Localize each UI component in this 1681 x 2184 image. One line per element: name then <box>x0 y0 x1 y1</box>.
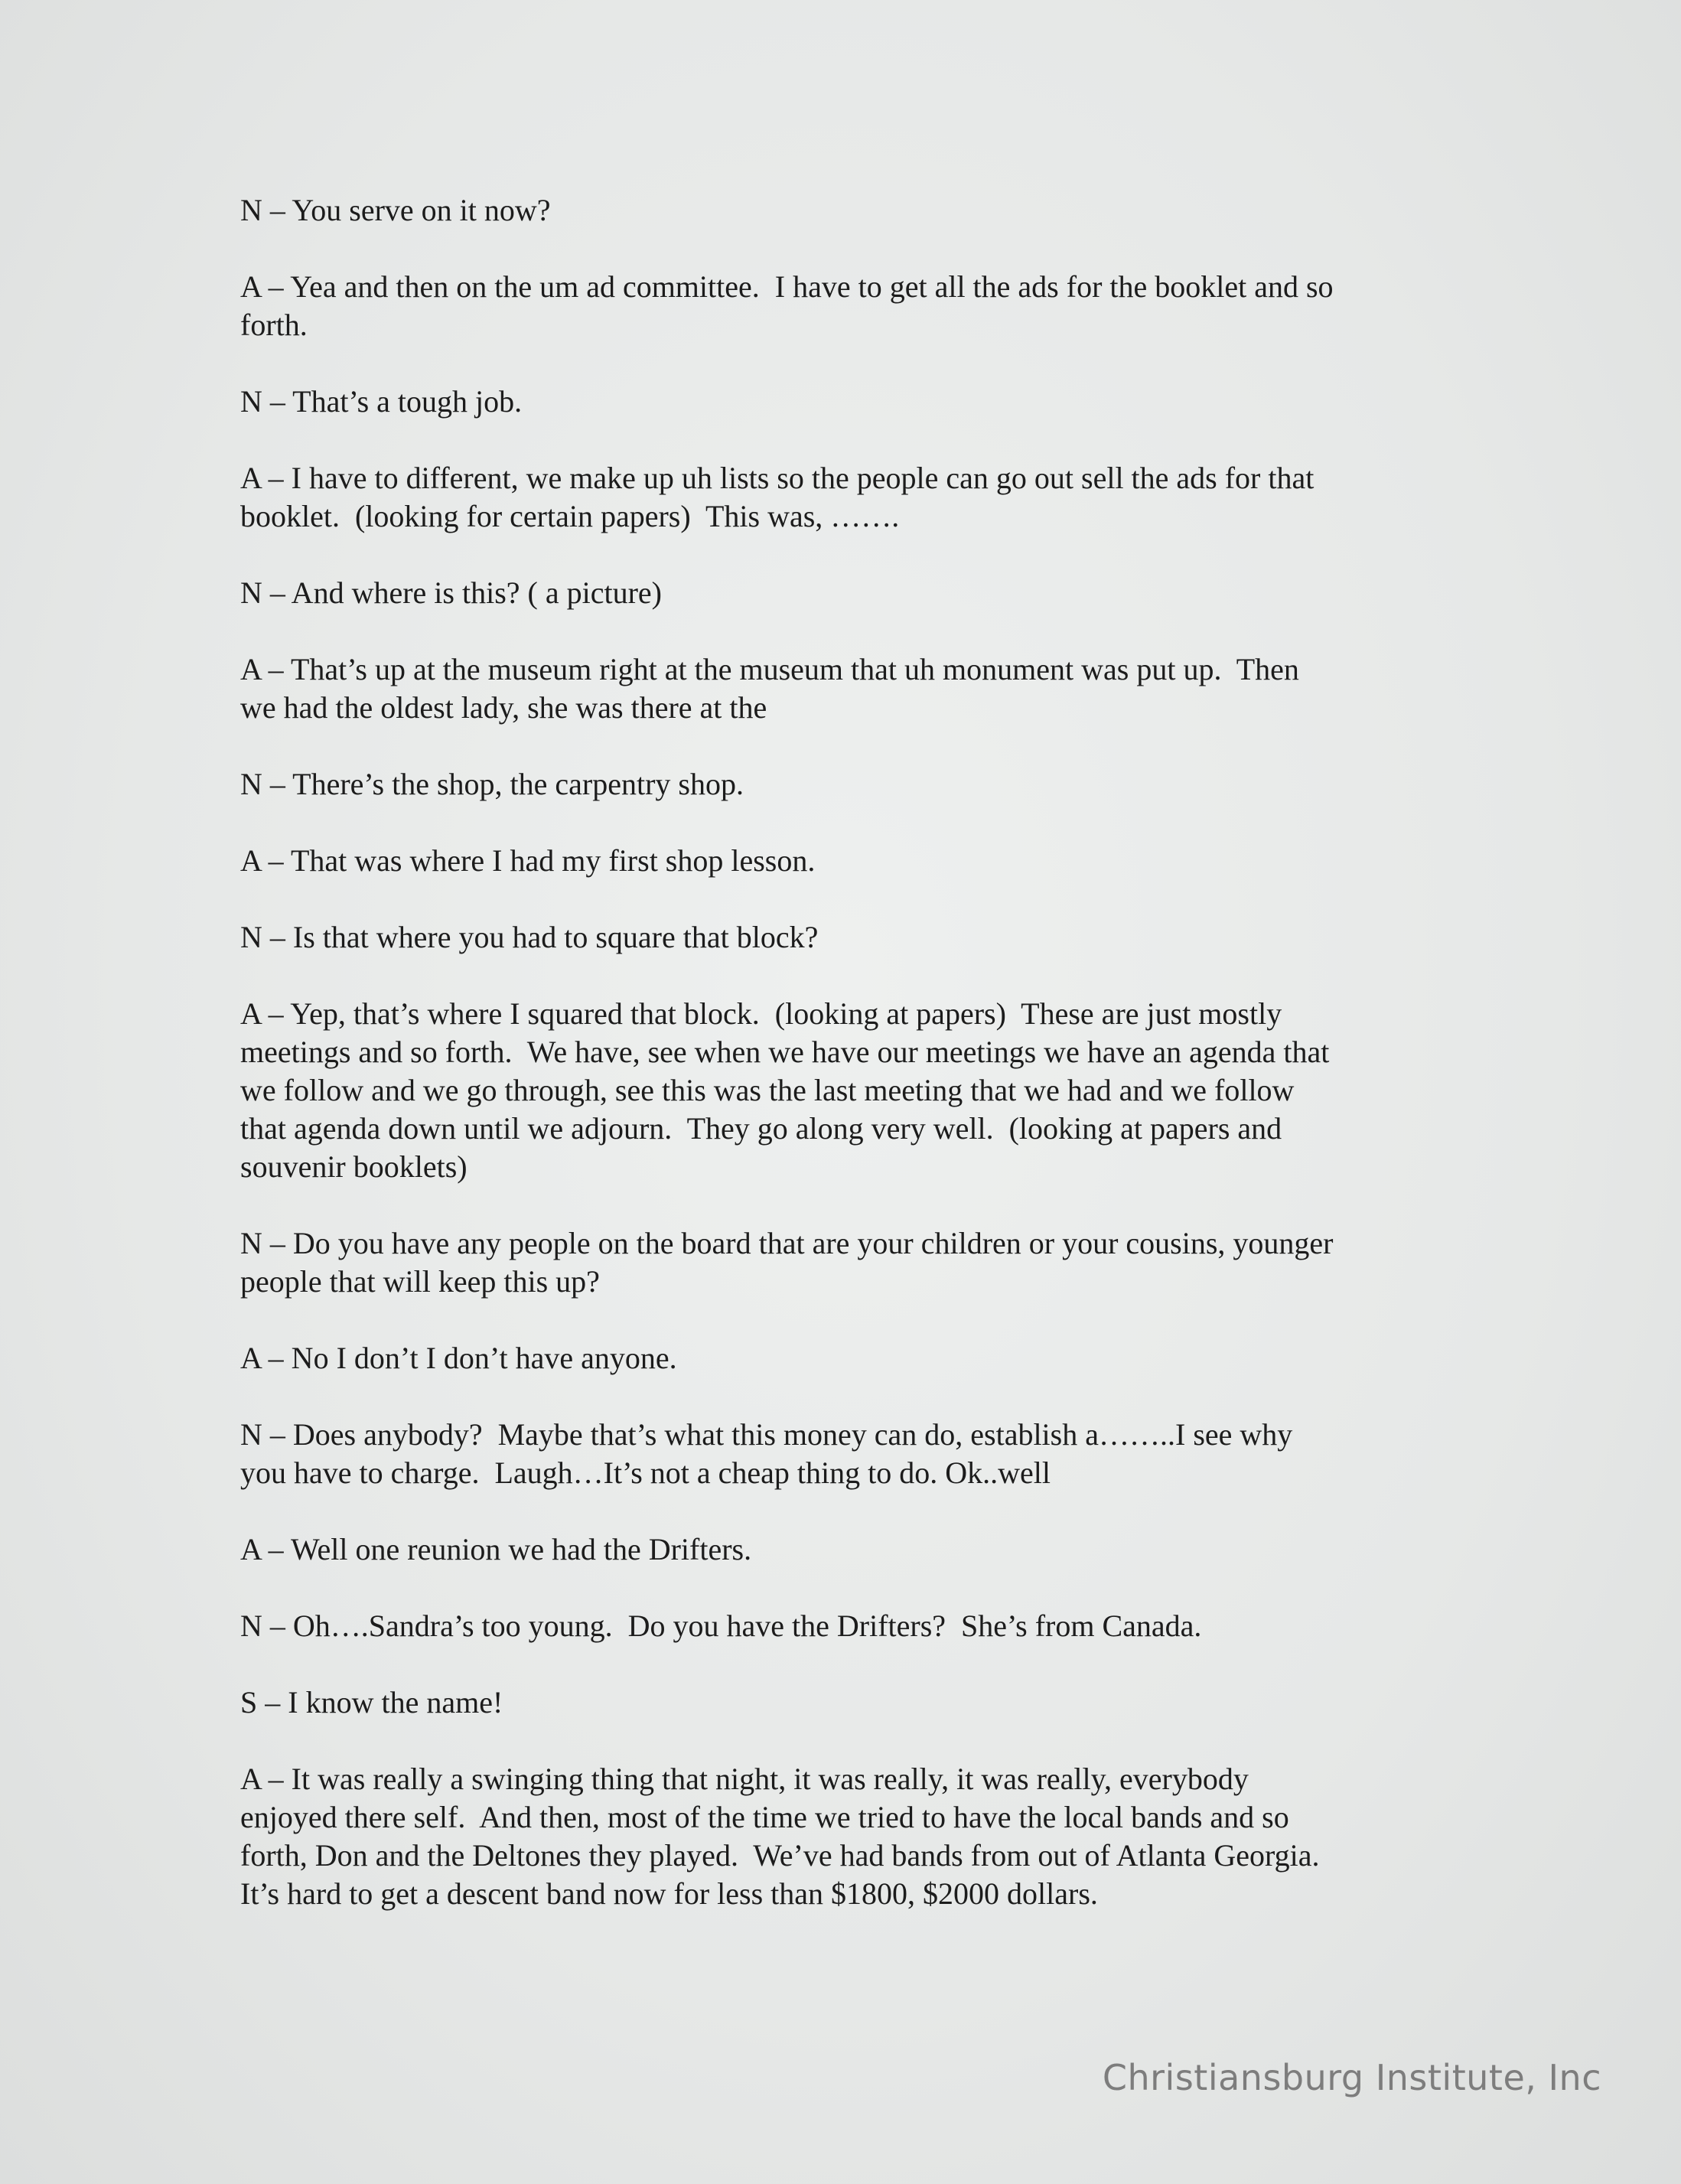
transcript-paragraph <box>240 1607 1495 1645</box>
transcript-line: A – Well one reunion we had the Drifters. <box>240 1532 752 1566</box>
transcript-line: N – Does anybody? Maybe that’s what this money can do, establish a……..I see why <box>240 1417 1293 1452</box>
transcript-paragraph <box>240 191 1495 230</box>
transcript-line: A – That’s up at the museum right at the museum that uh monument was put up. Then <box>240 652 1299 686</box>
transcript-line: N – Is that where you had to square that block? <box>240 920 819 954</box>
transcript-paragraph <box>240 1416 1495 1492</box>
transcript-paragraph <box>240 842 1495 880</box>
transcript-line: we follow and we go through, see this was the last meeting that we had and we follow <box>240 1073 1295 1107</box>
transcript-line: souvenir booklets) <box>240 1149 467 1184</box>
transcript-paragraph <box>240 383 1495 421</box>
transcript-line: A – No I don’t I don’t have anyone. <box>240 1341 677 1375</box>
transcript-line: we had the oldest lady, she was there at the <box>240 690 767 725</box>
transcript-line: N – Do you have any people on the board that are your children or your cousins, younger <box>240 1226 1334 1260</box>
transcript-paragraph <box>240 1760 1495 1913</box>
transcript-body <box>240 191 1495 1951</box>
transcript-line: A – Yep, that’s where I squared that block. (looking at papers) These are just mostly <box>240 996 1282 1031</box>
transcript-line: people that will keep this up? <box>240 1264 600 1299</box>
watermark-text: Christiansburg Institute, Inc <box>1102 2057 1601 2098</box>
transcript-line: you have to charge. Laugh…It’s not a cheap thing to do. Ok..well <box>240 1455 1051 1490</box>
transcript-line: S – I know the name! <box>240 1685 503 1719</box>
transcript-line: booklet. (looking for certain papers) This was, ……. <box>240 499 900 533</box>
transcript-paragraph <box>240 268 1495 344</box>
transcript-line: meetings and so forth. We have, see when we have our meetings we have an agenda that <box>240 1035 1330 1069</box>
transcript-line: forth. <box>240 308 308 342</box>
transcript-line: It’s hard to get a descent band now for less than $1800, $2000 dollars. <box>240 1876 1098 1911</box>
transcript-paragraph <box>240 918 1495 957</box>
transcript-paragraph <box>240 1224 1495 1301</box>
transcript-line: A – It was really a swinging thing that night, it was really, it was really, everybody <box>240 1762 1249 1796</box>
transcript-line: N – That’s a tough job. <box>240 384 523 419</box>
transcript-line: that agenda down until we adjourn. They go along very well. (looking at papers and <box>240 1111 1282 1146</box>
transcript-line: A – That was where I had my first shop lesson. <box>240 843 816 878</box>
transcript-paragraph <box>240 650 1495 727</box>
transcript-paragraph <box>240 1339 1495 1377</box>
transcript-paragraph <box>240 459 1495 536</box>
transcript-line: N – Oh….Sandra’s too young. Do you have the Drifters? She’s from Canada. <box>240 1609 1202 1643</box>
transcript-paragraph <box>240 995 1495 1186</box>
transcript-line: N – There’s the shop, the carpentry shop. <box>240 767 744 801</box>
transcript-line: N – You serve on it now? <box>240 193 551 227</box>
transcript-line: A – I have to different, we make up uh lists so the people can go out sell the ads for that <box>240 461 1315 495</box>
transcript-paragraph <box>240 1684 1495 1722</box>
transcript-line: A – Yea and then on the um ad committee. I have to get all the ads for the booklet and so <box>240 269 1334 304</box>
transcript-line: N – And where is this? ( a picture) <box>240 575 662 610</box>
transcript-paragraph <box>240 765 1495 804</box>
transcript-paragraph <box>240 1530 1495 1569</box>
transcript-line: enjoyed there self. And then, most of the time we tried to have the local bands and so <box>240 1800 1289 1834</box>
transcript-paragraph <box>240 574 1495 612</box>
transcript-line: forth, Don and the Deltones they played. We’ve had bands from out of Atlanta Georgia. <box>240 1838 1320 1873</box>
